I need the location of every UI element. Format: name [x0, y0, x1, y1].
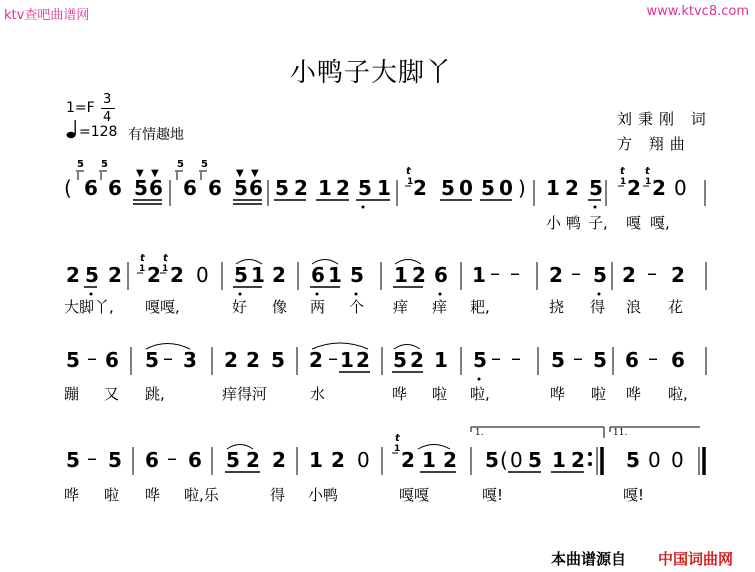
svg-text:–: – [573, 346, 583, 370]
lyric: 嘎 [626, 214, 642, 232]
svg-text:▼: ▼ [236, 168, 244, 179]
svg-text:2: 2 [246, 448, 260, 472]
tempo-value: =128 [79, 124, 118, 140]
svg-text:5: 5 [234, 176, 248, 200]
svg-text:5: 5 [177, 159, 184, 170]
svg-text:6: 6 [311, 263, 325, 287]
tempo-expression: 有情趣地 [128, 127, 184, 143]
lyric: 啦 [591, 385, 607, 403]
svg-text:2: 2 [652, 176, 666, 200]
svg-text:0: 0 [674, 176, 687, 200]
svg-text:t: t [163, 253, 168, 264]
svg-text:t: t [395, 433, 400, 444]
lyric: 像 [272, 298, 288, 316]
lyric: 好 [232, 298, 248, 316]
svg-text:2: 2 [622, 263, 636, 287]
svg-text:5: 5 [226, 448, 240, 472]
lyric: 蹦 [64, 385, 80, 403]
lyricist-credit: 刘秉刚 词 [617, 110, 712, 128]
staff-line-2 [66, 253, 706, 296]
svg-text:0: 0 [671, 448, 684, 472]
svg-text:5: 5 [485, 448, 499, 472]
svg-text:–: – [490, 261, 500, 285]
lyric: 嘎! [623, 486, 645, 504]
svg-text:5: 5 [358, 176, 372, 200]
lyric: 水 [310, 385, 326, 403]
lyric: 子, [588, 214, 608, 232]
lyric: 鸭 [566, 214, 582, 232]
svg-text:3: 3 [183, 348, 197, 372]
lyric: 哗 [392, 385, 408, 403]
svg-text:2: 2 [410, 348, 424, 372]
lyric: 哗 [626, 385, 642, 403]
svg-text:1: 1 [645, 177, 652, 187]
svg-text:1: 1 [340, 348, 354, 372]
svg-text:(: ( [500, 448, 508, 472]
svg-text:2: 2 [401, 448, 415, 472]
svg-text:1: 1 [472, 263, 486, 287]
svg-text:2: 2 [565, 176, 579, 200]
svg-text:1: 1 [251, 263, 265, 287]
lyric: 嘎嘎 [399, 486, 430, 504]
svg-text:–: – [571, 261, 581, 285]
volta-second-label: 11. [613, 428, 628, 438]
svg-text:1: 1 [546, 176, 560, 200]
svg-text:5: 5 [593, 348, 607, 372]
svg-text:0: 0 [196, 263, 209, 287]
svg-text:6: 6 [105, 348, 119, 372]
lyric: 耙, [470, 298, 490, 316]
svg-text:2: 2 [413, 176, 427, 200]
svg-text:6: 6 [145, 448, 159, 472]
lyric: 哗 [145, 486, 161, 504]
svg-text:2: 2 [671, 263, 685, 287]
svg-text:▼: ▼ [136, 168, 144, 179]
svg-text:1: 1 [162, 264, 169, 274]
lyric: 啦, [668, 385, 688, 403]
svg-text:t: t [406, 166, 411, 177]
svg-text:1: 1 [309, 448, 323, 472]
svg-text:1: 1 [328, 263, 342, 287]
svg-text:–: – [648, 346, 658, 370]
lyric: 得 [590, 298, 606, 316]
lyric: 浪 [626, 298, 642, 316]
svg-text:1: 1 [552, 448, 566, 472]
svg-text:1: 1 [407, 177, 414, 187]
note: 6 [108, 176, 122, 200]
svg-text:2: 2 [147, 263, 161, 287]
lyric: 痒 [432, 298, 448, 316]
svg-text:2: 2 [627, 176, 641, 200]
svg-text:5: 5 [66, 348, 80, 372]
svg-text:2: 2 [108, 263, 122, 287]
source-label: 本曲谱源自 [551, 550, 627, 568]
staff-line-3 [66, 343, 706, 381]
svg-text:5: 5 [473, 348, 487, 372]
svg-text:5: 5 [551, 348, 565, 372]
svg-text:1: 1 [620, 177, 627, 187]
svg-text:–: – [87, 346, 97, 370]
time-signature-bottom: 4 [103, 110, 112, 125]
svg-text:1: 1 [318, 176, 332, 200]
svg-text:5: 5 [393, 348, 407, 372]
svg-text:1: 1 [394, 263, 408, 287]
svg-text:6: 6 [434, 263, 448, 287]
song-title: 小鸭子大脚丫 [290, 58, 453, 88]
svg-text:–: – [647, 261, 657, 285]
lyric: 啦,乐 [184, 486, 219, 504]
lyric: 得 [270, 486, 286, 504]
lyric: 个 [349, 298, 365, 316]
svg-text:t: t [620, 166, 625, 177]
lyric: 啦 [432, 385, 448, 403]
svg-text:2: 2 [272, 448, 286, 472]
time-signature-top: 3 [103, 92, 112, 107]
svg-text:t: t [140, 253, 145, 264]
svg-text:5: 5 [201, 159, 208, 170]
lyric: 嘎, [650, 214, 670, 232]
svg-text:5: 5 [85, 263, 99, 287]
svg-text:5: 5 [271, 348, 285, 372]
lyric: 两 [310, 298, 326, 316]
paren-open: ( [64, 176, 72, 200]
svg-text:–: – [511, 346, 521, 370]
note: 6 [149, 176, 163, 200]
svg-text:t: t [645, 166, 650, 177]
svg-text:2: 2 [246, 348, 260, 372]
lyric: 痒得河 [222, 385, 268, 403]
svg-text:–: – [163, 346, 173, 370]
lyric: 哗 [64, 486, 80, 504]
svg-text:5: 5 [481, 176, 495, 200]
composer-credit: 方 翔曲 [617, 135, 691, 153]
volta-first-label: 1. [475, 428, 484, 438]
svg-text:2: 2 [224, 348, 238, 372]
lyric: 啦, [470, 385, 490, 403]
svg-text:6: 6 [208, 176, 222, 200]
svg-text:–: – [510, 261, 520, 285]
lyric: 嘎! [482, 486, 504, 504]
svg-text:▼: ▼ [151, 168, 159, 179]
svg-text:1: 1 [394, 444, 401, 454]
svg-text:6: 6 [188, 448, 202, 472]
svg-text:5: 5 [593, 263, 607, 287]
svg-text:2: 2 [66, 263, 80, 287]
svg-text:0: 0 [648, 448, 661, 472]
lyric: 嘎嘎, [145, 298, 180, 316]
svg-text:): ) [518, 176, 526, 200]
watermark-right: www.ktvc8.com [646, 4, 749, 19]
svg-text:2: 2 [571, 448, 585, 472]
svg-text:2: 2 [331, 448, 345, 472]
svg-text:0: 0 [499, 176, 513, 200]
svg-text:2: 2 [272, 263, 286, 287]
svg-text:5: 5 [589, 176, 603, 200]
note: 6 [84, 176, 98, 200]
lyric: 大脚丫, [64, 298, 114, 316]
svg-text:6: 6 [249, 176, 263, 200]
svg-text:5: 5 [145, 348, 159, 372]
watermark-left: ktv查吧曲谱网 [4, 8, 90, 23]
svg-text:2: 2 [549, 263, 563, 287]
svg-text:2: 2 [336, 176, 350, 200]
svg-text:–: – [328, 346, 338, 370]
svg-text:2: 2 [356, 348, 370, 372]
svg-text:0: 0 [459, 176, 473, 200]
lyric: 花 [668, 298, 684, 316]
source-site-link[interactable]: 中国词曲网 [658, 550, 734, 568]
lyric: 又 [104, 385, 120, 403]
lyric: 痒 [393, 298, 409, 316]
svg-text:–: – [167, 446, 177, 470]
svg-text:5: 5 [626, 448, 640, 472]
svg-text:2: 2 [309, 348, 323, 372]
lyric: 哗 [550, 385, 566, 403]
svg-text:5: 5 [350, 263, 364, 287]
svg-text:6: 6 [183, 176, 197, 200]
lyric: 小 [546, 214, 562, 232]
staff-line-4 [66, 427, 704, 475]
lyric: 挠 [549, 298, 565, 316]
svg-text:0: 0 [510, 448, 523, 472]
lyric: 啦 [104, 486, 120, 504]
svg-text:5: 5 [108, 448, 122, 472]
note: 5 [134, 176, 148, 200]
svg-text:5: 5 [234, 263, 248, 287]
lyric: 小鸭 [308, 486, 339, 504]
svg-text:1: 1 [377, 176, 391, 200]
key-signature: 1=F [66, 100, 95, 116]
svg-text:6: 6 [671, 348, 685, 372]
svg-text:6: 6 [625, 348, 639, 372]
svg-text:1: 1 [422, 448, 436, 472]
staff-line-1 [64, 159, 705, 209]
svg-text:2: 2 [294, 176, 308, 200]
svg-text:5: 5 [275, 176, 289, 200]
svg-text:▼: ▼ [251, 168, 259, 179]
svg-text:–: – [87, 446, 97, 470]
svg-text:1: 1 [434, 348, 448, 372]
grace-note: 5 [101, 159, 108, 170]
svg-text:2: 2 [412, 263, 426, 287]
grace-note: 5 [77, 159, 84, 170]
svg-text:5: 5 [66, 448, 80, 472]
svg-text:–: – [491, 346, 501, 370]
lyric: 跳, [145, 385, 165, 403]
svg-text:5: 5 [441, 176, 455, 200]
svg-text:5: 5 [528, 448, 542, 472]
svg-text:2: 2 [170, 263, 184, 287]
svg-text:0: 0 [357, 448, 370, 472]
svg-text:1: 1 [139, 264, 146, 274]
svg-text:2: 2 [443, 448, 457, 472]
